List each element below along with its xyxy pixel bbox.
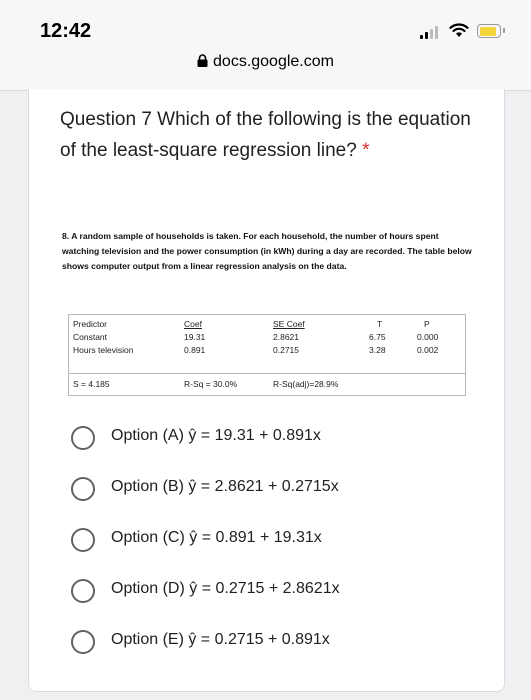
option-d-label: Option (D) ŷ = 0.2715 + 2.8621x [111, 580, 340, 597]
radio-button-d[interactable] [71, 579, 95, 603]
table-cell: 6.75 [369, 332, 386, 342]
option-a-label: Option (A) ŷ = 19.31 + 0.891x [111, 427, 321, 444]
url-text: docs.google.com [213, 53, 334, 70]
option-c[interactable] [71, 525, 491, 555]
option-d[interactable] [71, 576, 491, 606]
option-b[interactable] [71, 474, 491, 504]
table-header-se-coef: SE Coef [273, 319, 305, 329]
table-cell: 19.31 [184, 332, 206, 342]
lock-icon [197, 54, 208, 67]
table-header-coef: Coef [184, 319, 202, 329]
radio-button-a[interactable] [71, 426, 95, 450]
table-footer-rsq-adj: R-Sq(adj)=28.9% [273, 379, 339, 389]
question-title [60, 104, 480, 166]
table-cell: 2.8621 [273, 332, 299, 342]
status-bar [0, 0, 531, 91]
option-c-label: Option (C) ŷ = 0.891 + 19.31x [111, 529, 322, 546]
table-header-p: P [424, 319, 430, 329]
table-header-t: T [377, 319, 383, 329]
table-footer-rsq: R-Sq = 30.0% [184, 379, 238, 389]
table-cell: Constant [73, 332, 108, 342]
radio-button-b[interactable] [71, 477, 95, 501]
table-header-predictor: Predictor [73, 319, 108, 329]
option-e-label: Option (E) ŷ = 0.2715 + 0.891x [111, 631, 330, 648]
address-bar[interactable] [0, 53, 531, 71]
question-text: Question 7 Which of the following is the equation of the least-square regression line? [60, 109, 471, 161]
radio-button-e[interactable] [71, 630, 95, 654]
regression-output-table [68, 314, 466, 396]
table-footer-s: S = 4.185 [73, 379, 110, 389]
question-card [28, 89, 505, 692]
table-cell: 3.28 [369, 345, 386, 355]
problem-statement: 8. A random sample of households is taken. For each household, the number of hours spent watching television and the power consumption (in kWh) during a day are recorded. The table below shows computer output from a linear regression analysis on the data. [62, 231, 472, 271]
required-asterisk: * [362, 140, 370, 161]
table-cell: 0.000 [417, 332, 439, 342]
option-b-label: Option (B) ŷ = 2.8621 + 0.2715x [111, 478, 339, 495]
option-a[interactable] [71, 423, 491, 453]
question-image [62, 229, 474, 397]
wifi-icon [449, 22, 469, 38]
table-cell: 0.2715 [273, 345, 299, 355]
battery-icon [477, 24, 501, 38]
option-e[interactable] [71, 627, 491, 657]
table-cell: 0.002 [417, 345, 439, 355]
table-cell: Hours television [73, 345, 134, 355]
table-cell: 0.891 [184, 345, 206, 355]
status-time: 12:42 [40, 20, 92, 42]
cellular-signal-icon [420, 25, 440, 39]
radio-button-c[interactable] [71, 528, 95, 552]
